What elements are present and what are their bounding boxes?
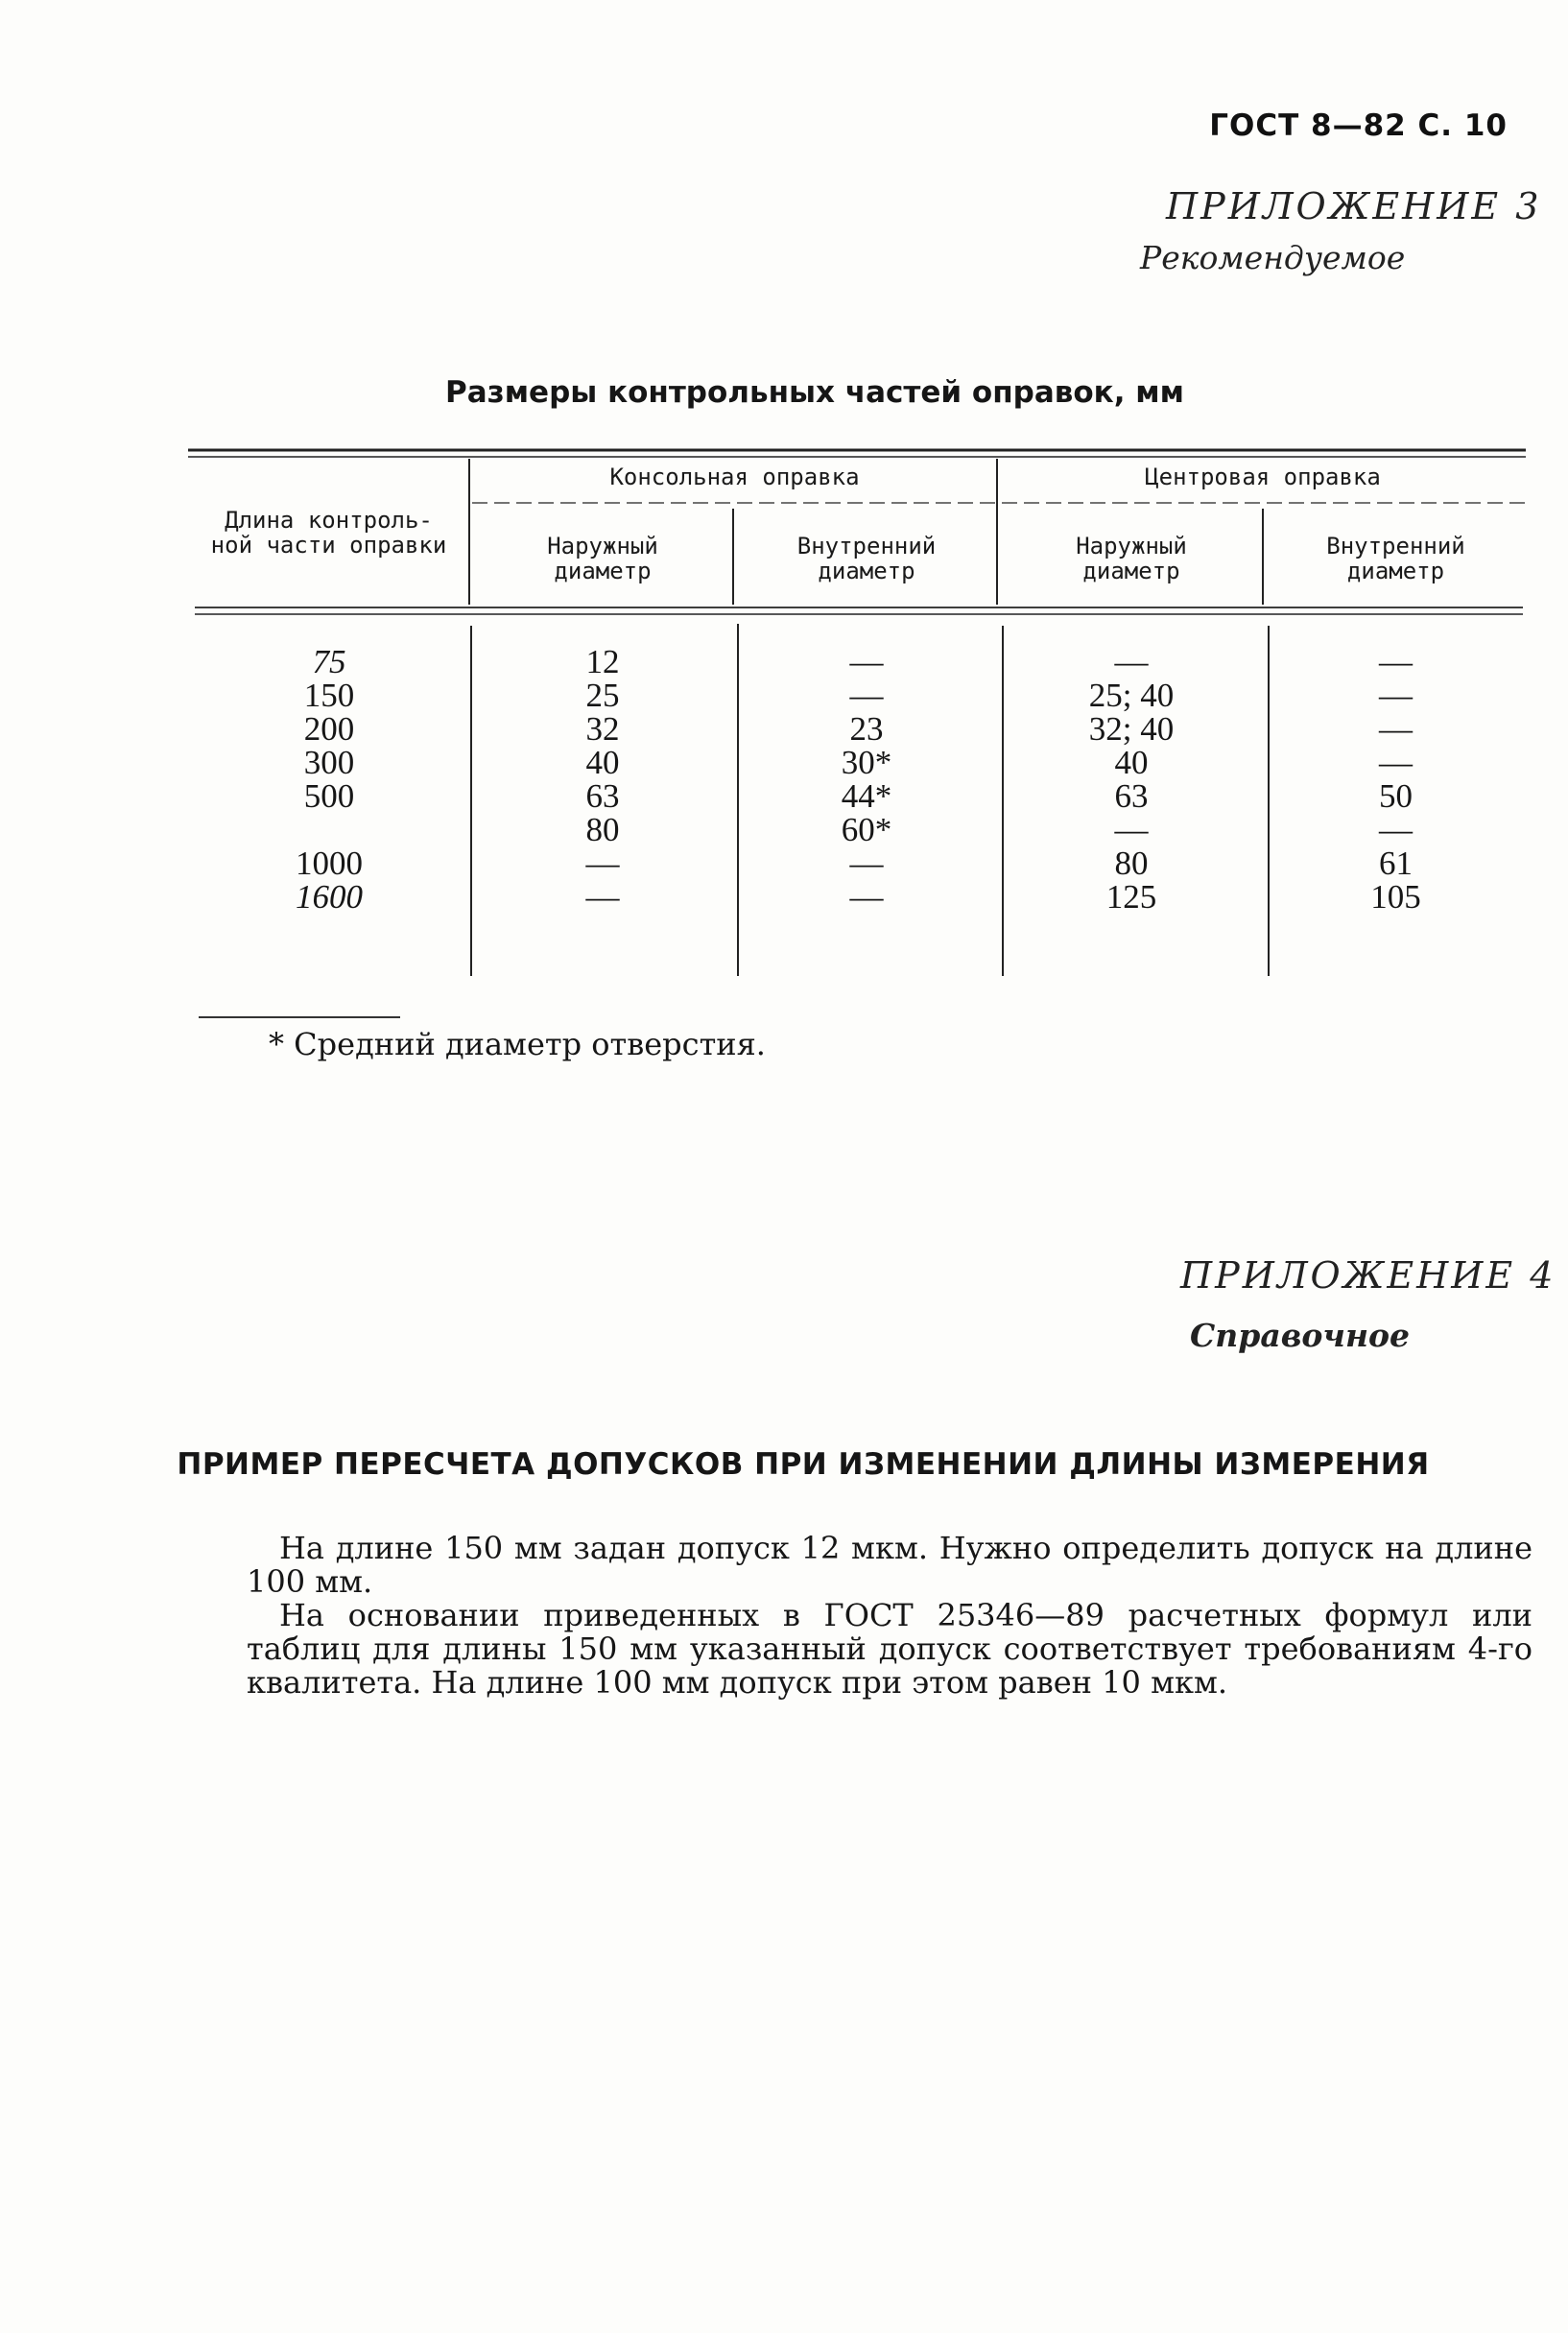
cell-cantilever-inner: 23 (849, 710, 884, 748)
cell-length: 200 (303, 710, 355, 748)
cell-cantilever-inner: — (849, 845, 884, 882)
cell-center-inner: 61 (1379, 845, 1413, 882)
sub-header-cantilever-inner-line-2: диаметр (818, 558, 915, 584)
sub-header-center-outer-line-2: диаметр (1082, 558, 1180, 584)
cell-cantilever-outer: 40 (585, 744, 620, 781)
cell-length: 75 (312, 643, 346, 680)
table-row (0, 678, 1568, 712)
sub-header-center-inner (1266, 534, 1526, 583)
sub-header-cantilever-outer (472, 534, 733, 583)
cell-length: 1600 (296, 878, 363, 916)
row-header (192, 508, 465, 558)
cell-length: 1000 (296, 845, 363, 882)
cell-length: 300 (303, 744, 355, 781)
example-paragraph-2: На основании приведенных в ГОСТ 25346—89 расчетных формул или таблиц для длины 150 мм указанный допуск соответствует требованиям 4-го квалитета. На длине 100 мм допуск при этом равен 10 мкм. (247, 1597, 1532, 1701)
cell-cantilever-outer: 32 (585, 710, 620, 748)
appendix-4-status: Справочное (1190, 1317, 1411, 1354)
cell-cantilever-inner: 44* (841, 777, 892, 815)
cell-cantilever-inner: — (849, 643, 884, 680)
row-header-line-2: ной части оправки (210, 532, 447, 559)
example-paragraph-1: На длине 150 мм задан допуск 12 мкм. Нужно определить допуск на длине 100 мм. (247, 1530, 1532, 1600)
cell-center-outer: 25; 40 (1088, 677, 1175, 714)
cell-center-outer: — (1114, 643, 1149, 680)
cell-center-inner: — (1379, 811, 1413, 848)
example-body (247, 1532, 1532, 1700)
sub-header-center-inner-line-2: диаметр (1346, 558, 1445, 584)
cell-cantilever-inner: 30* (841, 744, 892, 781)
cell-center-inner: — (1379, 710, 1413, 748)
row-header-line-1: Длина контроль- (225, 507, 433, 534)
sub-header-cantilever-inner-line-1: Внутренний (796, 533, 937, 559)
page-header: ГОСТ 8—82 С. 10 (1209, 108, 1508, 143)
cell-cantilever-inner: — (849, 878, 884, 916)
cell-length: 150 (303, 677, 355, 714)
table-title: Размеры контрольных частей оправок, мм (445, 375, 1184, 410)
table-row (0, 712, 1568, 746)
sub-header-cantilever-outer-line-1: Наружный (547, 533, 658, 559)
cell-center-outer: 80 (1114, 845, 1149, 882)
table-row (0, 645, 1568, 678)
example-title: ПРИМЕР ПЕРЕСЧЕТА ДОПУСКОВ ПРИ ИЗМЕНЕНИИ ДЛИНЫ ИЗМЕРЕНИЯ (177, 1447, 1430, 1482)
cell-cantilever-outer: 80 (585, 811, 620, 848)
footnote: * Средний диаметр отверстия. (269, 1026, 766, 1062)
cell-center-inner: 50 (1379, 777, 1413, 815)
cell-cantilever-outer: — (585, 878, 620, 916)
group-center-header: Центровая оправка (1145, 464, 1381, 490)
cell-center-inner: — (1379, 744, 1413, 781)
cell-length: 500 (303, 777, 355, 815)
cell-cantilever-outer: — (585, 845, 620, 882)
cell-cantilever-inner: — (849, 677, 884, 714)
appendix-4-label: ПРИЛОЖЕНИЕ 4 (1180, 1254, 1556, 1297)
group-cantilever-header: Консольная оправка (609, 464, 860, 490)
sub-header-cantilever-inner (736, 534, 997, 583)
cell-center-inner: 105 (1370, 878, 1421, 916)
table-row (0, 746, 1568, 779)
table-row (0, 813, 1568, 846)
cell-center-outer: 125 (1105, 878, 1157, 916)
cell-center-outer: 63 (1114, 777, 1149, 815)
sub-header-cantilever-outer-line-2: диаметр (554, 558, 652, 584)
appendix-3-status: Рекомендуемое (1140, 239, 1406, 276)
cell-center-inner: — (1379, 677, 1413, 714)
cell-cantilever-outer: 63 (585, 777, 620, 815)
appendix-3-label: ПРИЛОЖЕНИЕ 3 (1166, 185, 1542, 227)
table-row (0, 880, 1568, 914)
table-row (0, 846, 1568, 880)
cell-center-inner: — (1379, 643, 1413, 680)
sub-header-center-inner-line-1: Внутренний (1326, 533, 1465, 559)
cell-center-outer: — (1114, 811, 1149, 848)
sub-header-center-outer (1000, 534, 1263, 583)
cell-cantilever-inner: 60* (841, 811, 892, 848)
cell-center-outer: 40 (1114, 744, 1149, 781)
cell-cantilever-outer: 12 (585, 643, 620, 680)
cell-center-outer: 32; 40 (1088, 710, 1175, 748)
table-row (0, 779, 1568, 813)
footnote-divider (199, 1016, 400, 1018)
sub-header-center-outer-line-1: Наружный (1076, 533, 1187, 559)
table-body (0, 645, 1568, 914)
cell-cantilever-outer: 25 (585, 677, 620, 714)
